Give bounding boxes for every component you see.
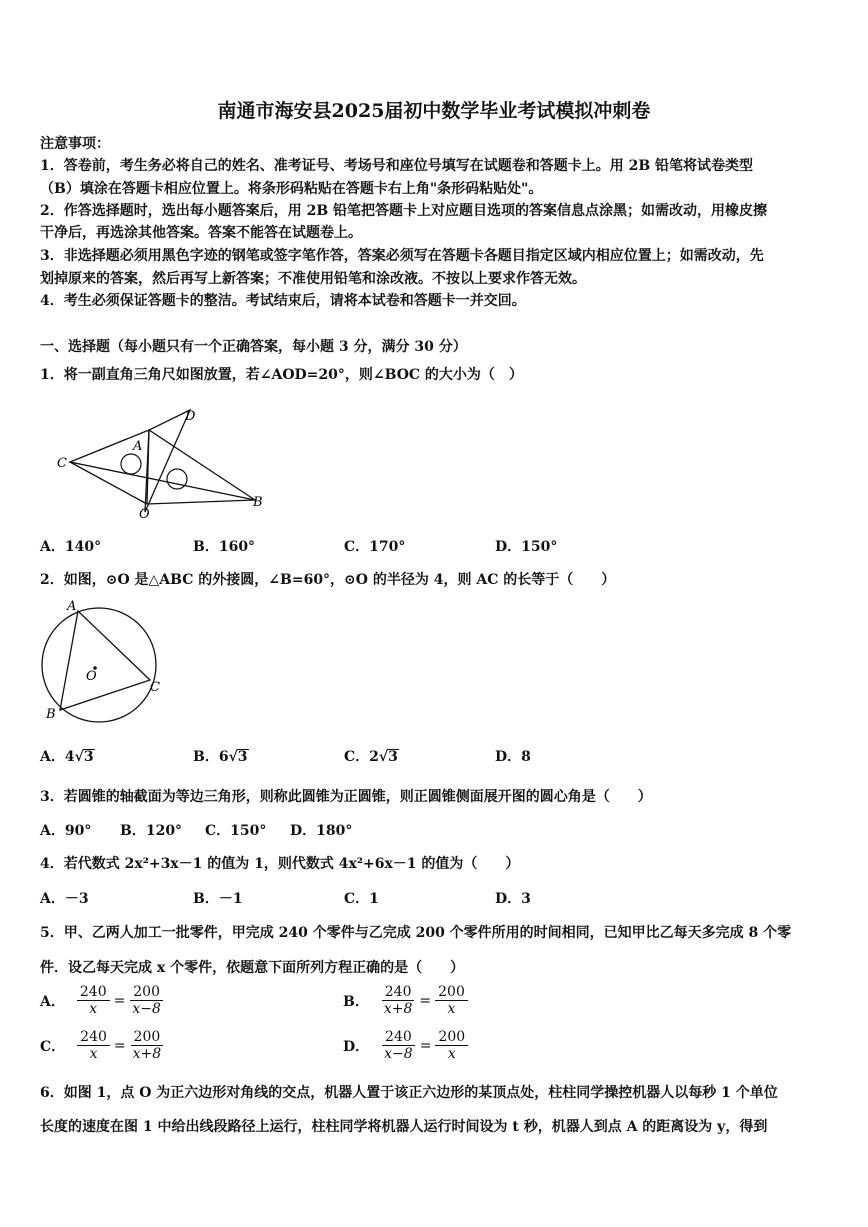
notice-heading: 注意事项： — [40, 136, 110, 152]
label-A: A — [67, 599, 77, 614]
label-B: B — [253, 495, 263, 510]
notice-line: 划掉原来的答案，然后再写上新答案；不准使用铅笔和涂改液。不按以上要求作答无效。 — [40, 271, 586, 287]
option-b: B． $\frac{240}{x+8}$ = $\frac{200}{x}$ — [343, 984, 470, 1017]
label-B: B — [46, 707, 56, 722]
option-d: D． $\frac{240}{x-8}$ = $\frac{200}{x}$ — [343, 1029, 470, 1062]
label-C: C — [57, 456, 67, 471]
option-b: B．120° — [120, 823, 183, 839]
option-a: A．140° — [40, 539, 102, 555]
question-3-stem: 3．若圆锥的轴截面为等边三角形，则称此圆锥为正圆锥，则正圆锥侧面展开图的圆心角是（ ） — [40, 789, 652, 805]
option-d: D．3 — [495, 891, 531, 907]
option-c: C．170° — [344, 539, 406, 555]
section-heading: 一、选择题（每小题只有一个正确答案，每小题 3 分，满分 30 分） — [40, 339, 467, 355]
option-d: D．180° — [290, 823, 353, 839]
label-D: D — [185, 409, 196, 424]
q1-triangles-figure — [55, 400, 275, 520]
option-c: C．2√3 — [344, 749, 398, 765]
option-d: D．8 — [495, 749, 531, 765]
option-b: B．6√3 — [193, 749, 248, 765]
option-c: C． $\frac{240}{x}$ = $\frac{200}{x+8}$ — [40, 1029, 166, 1062]
option-b: B．160° — [193, 539, 256, 555]
notice-line: 3．非选择题必须用黑色字迹的钢笔或签字笔作答，答案必须写在答题卡各题目指定区域内相应位置上；如需改动，先 — [40, 248, 764, 264]
question-5-stem: 件．设乙每天完成 x 个零件，依题意下面所列方程正确的是（ ） — [40, 960, 465, 976]
option-a: A．－3 — [40, 891, 89, 907]
question-6-stem: 长度的速度在图 1 中给出线段路径上运行，柱柱同学将机器人运行时间设为 t 秒，机器人到点 A 的距离设为 y，得到 — [40, 1119, 768, 1135]
notice-line: （B）填涂在答题卡相应位置上。将条形码粘贴在答题卡右上角"条形码粘贴处"。 — [40, 181, 543, 197]
label-O: O — [86, 669, 97, 684]
option-d: D．150° — [495, 539, 558, 555]
q2-circle-figure — [38, 598, 168, 723]
notice-line: 4．考生必须保证答题卡的整洁。考试结束后，请将本试卷和答题卡一并交回。 — [40, 293, 526, 309]
notice-line: 2．作答选择题时，选出每小题答案后，用 2B 铅笔把答题卡上对应题目选项的答案信息点涂黑；如需改动，用橡皮擦 — [40, 203, 768, 219]
question-5-stem: 5．甲、乙两人加工一批零件，甲完成 240 个零件与乙完成 200 个零件所用的时间相同，已知甲比乙每天多完成 8 个零 — [40, 925, 792, 941]
option-a: A．4√3 — [40, 749, 94, 765]
page-title: 南通市海安县2025届初中数学毕业考试模拟冲刺卷 — [217, 100, 651, 122]
question-1-stem: 1．将一副直角三角尺如图放置，若∠AOD=20°，则∠BOC 的大小为（ ） — [40, 367, 523, 383]
label-O: O — [139, 507, 150, 520]
label-C: C — [150, 680, 160, 695]
option-b: B．－1 — [193, 891, 243, 907]
question-2-stem: 2．如图，⊙O 是△ABC 的外接圆，∠B=60°，⊙O 的半径为 4，则 AC 的长等于（ ） — [40, 572, 616, 588]
option-a: A． $\frac{240}{x}$ = $\frac{200}{x-8}$ — [40, 984, 166, 1017]
label-A: A — [133, 439, 143, 454]
question-6-stem: 6．如图 1，点 O 为正六边形对角线的交点，机器人置于该正六边形的某顶点处，柱柱同学操控机器人以每秒 1 个单位 — [40, 1085, 778, 1101]
question-4-stem: 4．若代数式 2x²+3x－1 的值为 1，则代数式 4x²+6x－1 的值为（ ） — [40, 856, 520, 872]
option-c: C．150° — [205, 823, 267, 839]
option-c: C．1 — [344, 891, 379, 907]
option-a: A．90° — [40, 823, 92, 839]
notice-line: 1．答卷前，考生务必将自己的姓名、准考证号、考场号和座位号填写在试题卷和答题卡上。用 2B 铅笔将试卷类型 — [40, 158, 754, 174]
notice-line: 干净后，再选涂其他答案。答案不能答在试题卷上。 — [40, 225, 362, 241]
